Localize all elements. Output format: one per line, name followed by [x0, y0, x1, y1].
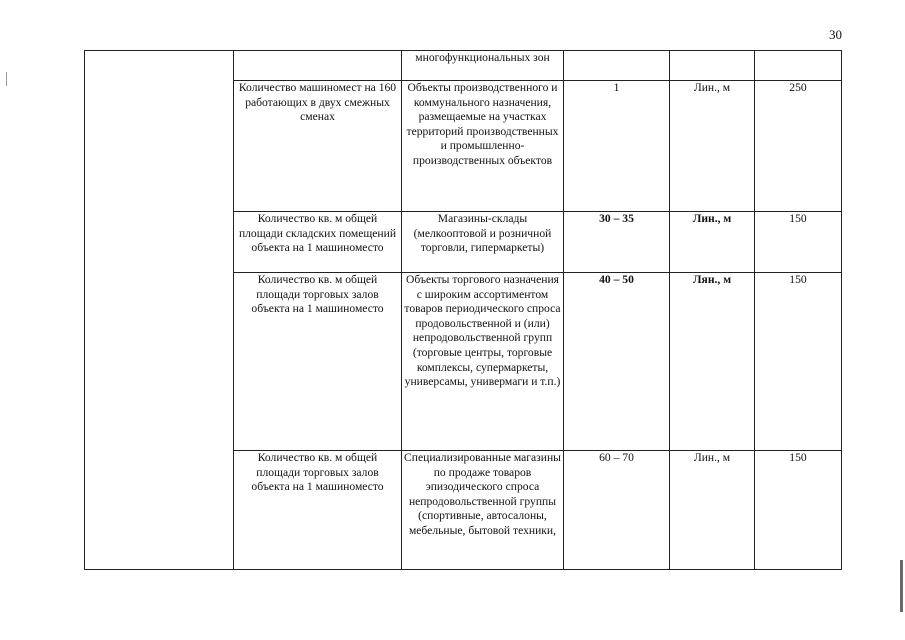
unit-cell: Лян., м	[670, 273, 755, 451]
page-number: 30	[829, 27, 842, 42]
indicator-cell: Количество машиномест на 160 работающих в двух смежных сменах	[234, 81, 402, 212]
indicator-cell: Количество кв. м общей площади торговых залов объекта на 1 машиноместо	[234, 451, 402, 570]
norm-cell	[564, 51, 670, 81]
object-type-cell: Специализированные магазины по продаже товаров эпизодического спроса непродовольственной группы (спортивные, автосалоны, мебельные, бытовой техники,	[402, 451, 564, 570]
indicator-cell	[234, 51, 402, 81]
parking-norms-table	[84, 50, 842, 570]
norm-cell: 60 – 70	[564, 451, 670, 570]
object-type-cell: Объекты торгового назначения с широким ассортиментом товаров периодического спроса продовольственной и (или) непродовольственной групп (торговые центры, торговые комплексы, супермаркеты, универсамы, универмаги и т.п.)	[402, 273, 564, 451]
norm-cell: 40 – 50	[564, 273, 670, 451]
distance-cell	[755, 51, 842, 81]
distance-cell: 150	[755, 212, 842, 273]
unit-cell: Лин., м	[670, 451, 755, 570]
unit-cell	[670, 51, 755, 81]
empty-left-column	[85, 51, 234, 570]
distance-cell: 150	[755, 451, 842, 570]
indicator-cell: Количество кв. м общей площади торговых залов объекта на 1 машиноместо	[234, 273, 402, 451]
distance-cell: 250	[755, 81, 842, 212]
table-row	[85, 51, 842, 81]
scan-edge-mark	[900, 560, 903, 612]
object-type-cell: многофункциональных зон	[402, 51, 564, 81]
scan-mark	[6, 72, 7, 86]
distance-cell: 150	[755, 273, 842, 451]
object-type-cell: Магазины-склады (мелкооптовой и розничной торговли, гипермаркеты)	[402, 212, 564, 273]
unit-cell: Лин., м	[670, 81, 755, 212]
object-type-cell: Объекты производственного и коммунального назначения, размещаемые на участках территорий производственных и промышленно-производственных объектов	[402, 81, 564, 212]
norm-cell: 1	[564, 81, 670, 212]
indicator-cell: Количество кв. м общей площади складских помещений объекта на 1 машиноместо	[234, 212, 402, 273]
unit-cell: Лин., м	[670, 212, 755, 273]
norm-cell: 30 – 35	[564, 212, 670, 273]
